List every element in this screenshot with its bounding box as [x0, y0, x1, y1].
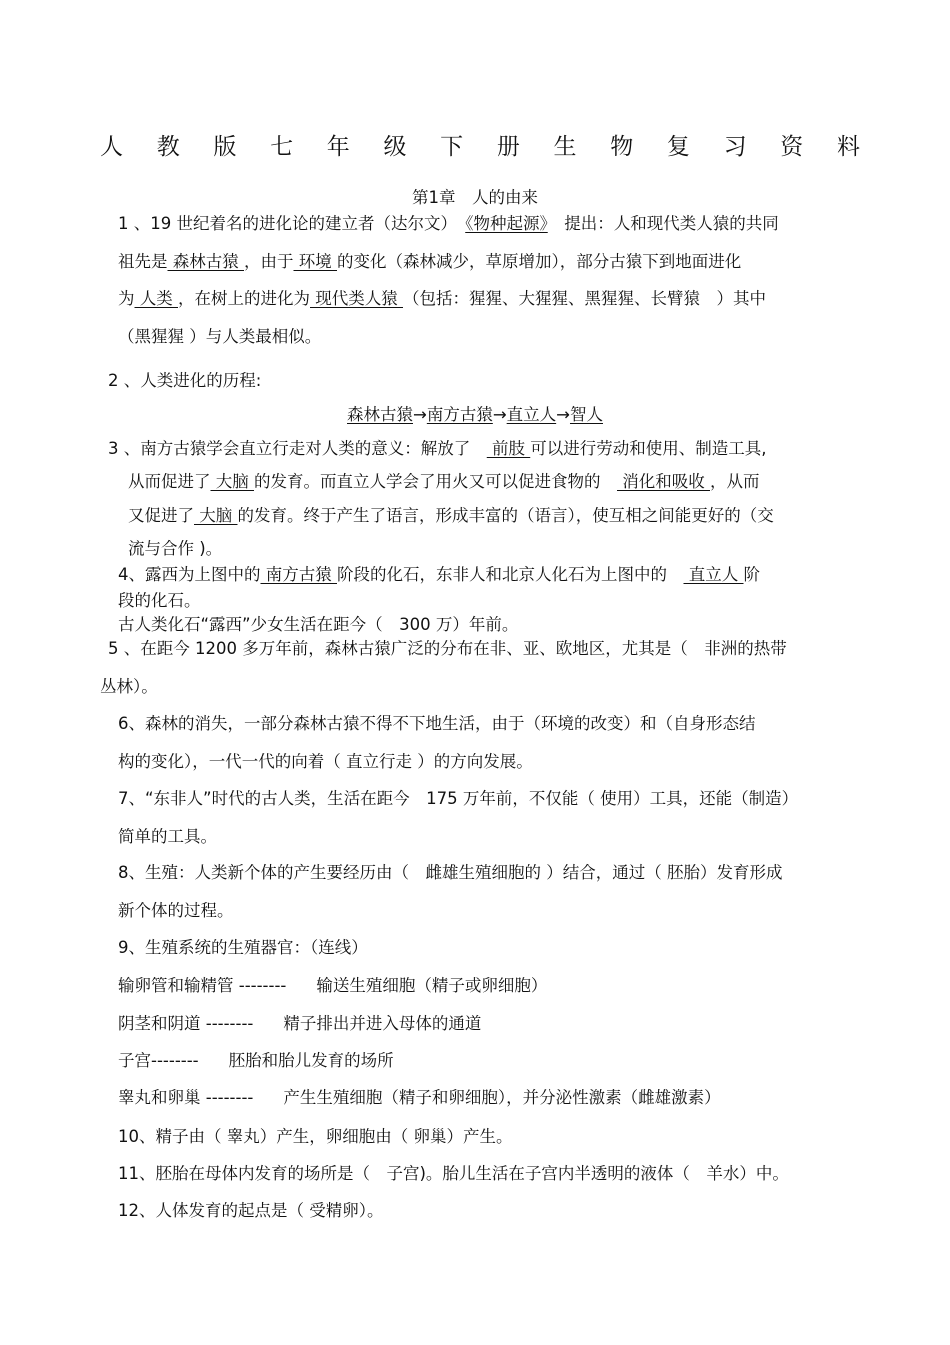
q4-line-3: 古人类化石“露西”少女生活在距今（ 300 万）年前。 — [118, 615, 519, 634]
q6-line-1: 6、森林的消失，一部分森林古猿不得不下地生活，由于（环境的改变）和（自身形态结 — [118, 714, 756, 733]
q3-line-2: 从而促进了 大脑 的发育。而直立人学会了用火又可以促进食物的 消化和吸收 ，从而 — [128, 472, 760, 491]
q7-line-2: 简单的工具。 — [118, 827, 217, 846]
title-char: 册 — [496, 134, 520, 160]
q3-line-3: 又促进了 大脑 的发育。终于产生了语言，形成丰富的（语言），使互相之间能更好的（交 — [128, 506, 774, 525]
q3-line-4: 流与合作 )。 — [128, 539, 223, 558]
q1-line-4: （黑猩猩 ）与人类最相似。 — [118, 327, 322, 346]
title-char: 人 — [100, 134, 123, 160]
chapter-heading: 第1章 人的由来 — [412, 188, 538, 207]
q1-line-1: 1 、19 世纪着名的进化论的建立者（达尔文） 《物种起源》 提出：人和现代类人猿的共同 — [118, 214, 779, 233]
title-char: 年 — [326, 134, 350, 160]
q11-line: 11、胚胎在母体内发育的场所是（ 子宫)。胎儿生活在子宫内半透明的液体（ 羊水）中。 — [118, 1164, 789, 1183]
q3-line-1: 3 、南方古猿学会直立行走对人类的意义：解放了 前肢 可以进行劳动和使用、制造工具, — [108, 439, 767, 458]
q10-line: 10、精子由（ 睾丸）产生，卵细胞由（ 卵巢）产生。 — [118, 1127, 513, 1146]
q2-heading: 2 、人类进化的历程: — [108, 371, 262, 390]
title-char: 复 — [666, 134, 690, 160]
title-char: 习 — [723, 134, 747, 160]
organ-row: 睾丸和卵巢 -------- 产生生殖细胞（精子和卵细胞），并分泌性激素（雌雄激素） — [118, 1088, 721, 1107]
title-char: 七 — [270, 134, 294, 160]
q12-line: 12、人体发育的起点是（ 受精卵）。 — [118, 1201, 384, 1220]
title-char: 物 — [610, 134, 634, 160]
organ-row: 阴茎和阴道 -------- 精子排出并进入母体的通道 — [118, 1014, 482, 1033]
q9-heading: 9、生殖系统的生殖器官：（连线） — [118, 938, 368, 957]
q4-line-2: 段的化石。 — [118, 591, 201, 610]
title-char: 版 — [213, 134, 237, 160]
q4-line-1: 4、露西为上图中的 南方古猿 阶段的化石，东非人和北京人化石为上图中的 直立人 阶 — [118, 565, 760, 584]
q8-line-1: 8、生殖：人类新个体的产生要经历由（ 雌雄生殖细胞的 ）结合，通过（ 胚胎）发育形成 — [118, 863, 783, 882]
organ-row: 子宫-------- 胚胎和胎儿发育的场所 — [118, 1051, 394, 1070]
q5-line-1: 5 、在距今 1200 多万年前，森林古猿广泛的分布在非、亚、欧地区，尤其是（ 非洲的热带 — [108, 639, 787, 658]
title-char: 级 — [383, 134, 407, 160]
title-char: 下 — [440, 134, 464, 160]
organ-row: 输卵管和输精管 -------- 输送生殖细胞（精子或卵细胞） — [118, 976, 548, 995]
title-char: 料 — [836, 134, 860, 160]
title-char: 资 — [780, 134, 804, 160]
q8-line-2: 新个体的过程。 — [118, 901, 234, 920]
q7-line-1: 7、“东非人”时代的古人类，生活在距今 175 万年前，不仅能（ 使用）工具，还能（制造） — [118, 789, 799, 808]
q5-line-2: 丛林）。 — [100, 677, 158, 696]
q1-line-3: 为 人类 ，在树上的进化为 现代类人猿 （包括：猩猩、大猩猩、黑猩猩、长臂猿 ）其中 — [118, 289, 766, 308]
q6-line-2: 构的变化），一代一代的向着（ 直立行走 ）的方向发展。 — [118, 752, 533, 771]
evolution-sequence: 森林古猿→南方古猿→直立人→智人 — [347, 405, 603, 424]
title-char: 教 — [156, 134, 180, 160]
q1-line-2: 祖先是 森林古猿 ，由于 环境 的变化（森林减少，草原增加），部分古猿下到地面进化 — [118, 252, 742, 271]
document-title — [100, 128, 860, 161]
title-char: 生 — [553, 134, 577, 160]
